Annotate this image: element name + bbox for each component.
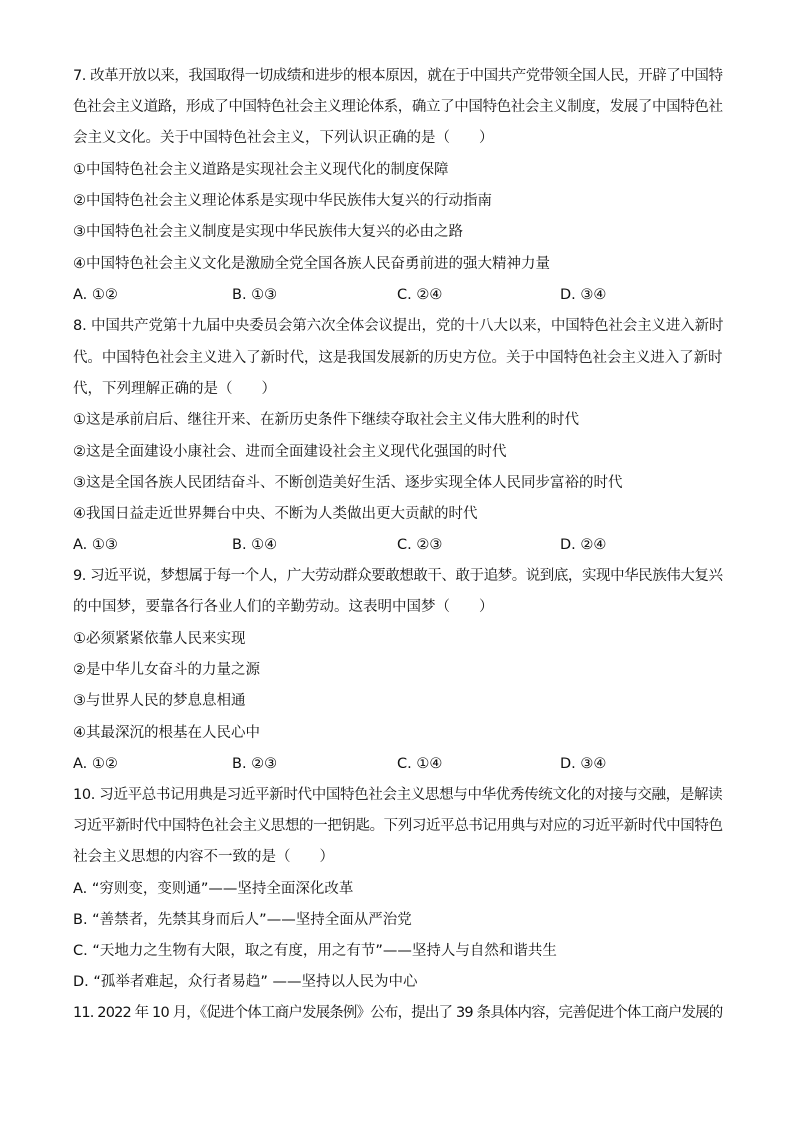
q9-statement-3: ③与世界人民的梦息息相通: [73, 693, 246, 709]
q8-option-d[interactable]: D. ②④: [560, 537, 607, 553]
q10-choice-a[interactable]: A. “穷则变，变则通”——坚持全面深化改革: [73, 881, 354, 897]
q9-option-b[interactable]: B. ②③: [232, 756, 278, 772]
q11-stem-line-1: 11. 2022 年 10 月，《促进个体工商户发展条例》公布，提出了 39 条具体内容，完善促进个体工商户发展的: [73, 1005, 723, 1021]
q9-stem-line-2: 的中国梦，要靠各行各业人们的辛勤劳动。这表明中国梦（ ）: [73, 599, 494, 615]
q7-stem-line-1: 7. 改革开放以来，我国取得一切成绩和进步的根本原因，就在于中国共产党带领全国人民，开辟了中国特: [73, 68, 723, 84]
q10-choice-d[interactable]: D. “孤举者难起，众行者易趋” ——坚持以人民为中心: [73, 974, 418, 990]
q8-options: [73, 536, 723, 554]
q7-statement-1: ①中国特色社会主义道路是实现社会主义现代化的制度保障: [73, 162, 449, 178]
q7-option-c[interactable]: C. ②④: [397, 287, 443, 303]
q10-choice-c[interactable]: C. “天地力之生物有大限，取之有度，用之有节”——坚持人与自然和谐共生: [73, 943, 557, 959]
q7-option-d[interactable]: D. ③④: [560, 287, 607, 303]
q9-option-c[interactable]: C. ①④: [397, 756, 443, 772]
q10-choice-b[interactable]: B. “善禁者，先禁其身而后人”——坚持全面从严治党: [73, 912, 412, 928]
q8-statement-1: ①这是承前启后、继往开来、在新历史条件下继续夺取社会主义伟大胜利的时代: [73, 412, 579, 428]
q8-option-a[interactable]: A. ①③: [73, 537, 118, 553]
q7-statement-3: ③中国特色社会主义制度是实现中华民族伟大复兴的必由之路: [73, 224, 463, 240]
q7-stem-line-2: 色社会主义道路，形成了中国特色社会主义理论体系，确立了中国特色社会主义制度，发展了中国特色社: [73, 99, 723, 115]
q9-statement-2: ②是中华儿女奋斗的力量之源: [73, 662, 260, 678]
q10-stem-line-2: 习近平新时代中国特色社会主义思想的一把钥匙。下列习近平总书记用典与对应的习近平新时代中国特色: [73, 818, 723, 834]
q8-statement-3: ③这是全国各族人民团结奋斗、不断创造美好生活、逐步实现全体人民同步富裕的时代: [73, 475, 623, 491]
q9-options: [73, 755, 723, 773]
q8-stem-line-2: 代。中国特色社会主义进入了新时代，这是我国发展新的历史方位。关于中国特色社会主义进入了新时: [73, 350, 723, 366]
q7-options: [73, 286, 723, 304]
q10-stem-line-1: 10. 习近平总书记用典是习近平新时代中国特色社会主义思想与中华优秀传统文化的对接与交融，是解读: [73, 787, 723, 803]
q9-statement-4: ④其最深沉的根基在人民心中: [73, 725, 260, 741]
q7-statement-4: ④中国特色社会主义文化是激励全党全国各族人民奋勇前进的强大精神力量: [73, 256, 550, 272]
q8-option-c[interactable]: C. ②③: [397, 537, 443, 553]
q10-stem-line-3: 社会主义思想的内容不一致的是（ ）: [73, 849, 334, 865]
q9-statement-1: ①必须紧紧依靠人民来实现: [73, 631, 246, 647]
q9-option-a[interactable]: A. ①②: [73, 756, 118, 772]
q8-stem-line-1: 8. 中国共产党第十九届中央委员会第六次全体会议提出，党的十八大以来，中国特色社会主义进入新时: [73, 318, 724, 334]
q9-option-d[interactable]: D. ③④: [560, 756, 607, 772]
q8-statement-2: ②这是全面建设小康社会、进而全面建设社会主义现代化强国的时代: [73, 444, 507, 460]
q7-option-b[interactable]: B. ①③: [232, 287, 278, 303]
q7-statement-2: ②中国特色社会主义理论体系是实现中华民族伟大复兴的行动指南: [73, 193, 492, 209]
q9-stem-line-1: 9. 习近平说，梦想属于每一个人，广大劳动群众要敢想敢干、敢于追梦。说到底，实现中华民族伟大复兴: [73, 568, 723, 584]
q8-statement-4: ④我国日益走近世界舞台中央、不断为人类做出更大贡献的时代: [73, 506, 478, 522]
q8-option-b[interactable]: B. ①④: [232, 537, 278, 553]
q7-option-a[interactable]: A. ①②: [73, 287, 118, 303]
q7-stem-line-3: 会主义文化。关于中国特色社会主义，下列认识正确的是（ ）: [73, 130, 494, 146]
q8-stem-line-3: 代，下列理解正确的是（ ）: [73, 381, 276, 397]
